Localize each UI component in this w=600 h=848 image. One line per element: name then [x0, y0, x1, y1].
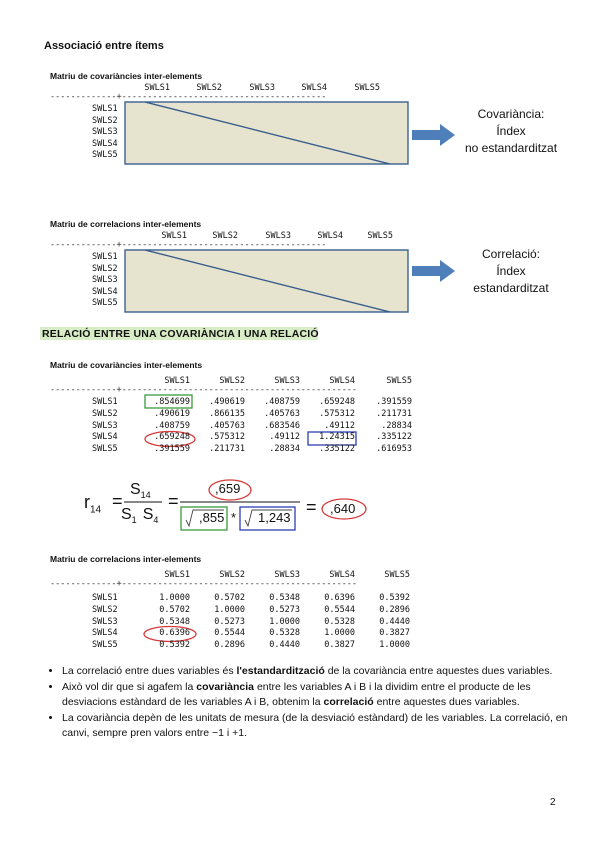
row-label: SWLS5 — [92, 298, 118, 308]
matrix-cell: 0.5392 — [379, 593, 410, 603]
column-header: SWLS2 — [212, 231, 238, 241]
column-header: SWLS1 — [144, 83, 170, 93]
column-header: SWLS1 — [164, 570, 190, 580]
matrix-cell: 0.6396 — [159, 628, 190, 639]
row-label: SWLS1 — [92, 593, 118, 603]
header-separator: -------------+---------------------------------------------- — [50, 579, 358, 589]
matrix-cell: 0.5273 — [214, 616, 245, 627]
column-header: SWLS5 — [354, 83, 380, 93]
column-header: SWLS4 — [329, 570, 355, 580]
header-separator: -------------+---------------------------------------- — [50, 240, 327, 250]
matrix-cell: .335122 — [376, 432, 412, 443]
corr-label-line2: Índex — [496, 264, 526, 278]
row-label: SWLS4 — [92, 138, 118, 149]
bullet-item-3: • La covariància depèn de les unitats de mesura (de la desviació estàndard) de les variables. La correlació, en canvi, sempre pren valors entre −1 i +1. — [62, 711, 582, 741]
matrix-cell: 1.24315 — [319, 432, 355, 443]
row-label: SWLS3 — [92, 616, 118, 627]
bullet-item-1: • La correlació entre dues variables és l'estandardització de la covariància entre aquestes dues variables. — [62, 664, 582, 679]
matrix-cell: 0.5348 — [269, 593, 300, 603]
matrix-cell: 0.5392 — [159, 640, 190, 651]
row-label: SWLS5 — [92, 150, 118, 160]
header-separator: -------------+---------------------------------------- — [50, 92, 327, 102]
column-header: SWLS5 — [384, 570, 410, 580]
matrix-cell: .49112 — [324, 420, 355, 431]
formula-times: * — [231, 510, 237, 525]
column-header: SWLS3 — [249, 83, 275, 93]
matrix-cell: .575312 — [209, 432, 245, 443]
matrix-cell: 0.6396 — [324, 593, 355, 603]
matrix-cell: 1.0000 — [324, 628, 355, 639]
cov-label-line3: no estandarditzat — [464, 141, 558, 155]
matrix-cell: .211731 — [209, 444, 245, 455]
formula-den-value2: 1,243 — [258, 510, 291, 525]
column-header: SWLS1 — [164, 376, 190, 386]
matrix-cell: .211731 — [376, 408, 412, 419]
column-header: SWLS5 — [367, 231, 393, 241]
formula-eq2: = — [168, 491, 179, 511]
bullet-item-2: • Això vol dir que si agafem la covariància entre les variables A i B i la dividim entre el producte de les desviacions estàndard de les variables A i B, obtenim la correlació entre aquestes dues variables. — [62, 680, 582, 710]
formula-den-s: $S_1$ $S_4$ — [121, 506, 159, 526]
matrix-cell: 0.5348 — [159, 616, 190, 627]
matrix-cell: .391559 — [376, 397, 412, 407]
column-header: SWLS3 — [274, 570, 300, 580]
matrix-cell: 0.5702 — [214, 593, 245, 603]
matrix-title: Matriu de correlacions inter-elements — [50, 219, 202, 229]
matrix-cell: 0.3827 — [324, 640, 355, 651]
matrix-cell: .335122 — [319, 444, 355, 455]
matrix-cell: .854699 — [154, 397, 190, 407]
row-label: SWLS3 — [92, 127, 118, 137]
cov-label-line1: Covariància: — [477, 107, 545, 121]
section-title: Associació entre ítems — [44, 40, 164, 52]
row-label: SWLS5 — [92, 444, 118, 455]
matrix-cell: 1.0000 — [379, 640, 410, 651]
matrix-cell: 0.4440 — [269, 640, 300, 651]
matrix-cell: .659248 — [319, 397, 355, 407]
corr-label-line3: estandarditzat — [473, 281, 549, 295]
matrix-cell: .659248 — [154, 432, 190, 443]
matrix-title: Matriu de covariàncies inter-elements — [50, 360, 203, 370]
matrix-cell: 0.3827 — [379, 628, 410, 639]
row-label: SWLS4 — [92, 286, 118, 297]
matrix-cell: 0.4440 — [379, 616, 410, 627]
matrix-cell: .28834 — [381, 420, 412, 431]
bullet-list — [42, 664, 582, 742]
row-label: SWLS3 — [92, 275, 118, 285]
matrix-cell: .575312 — [319, 408, 355, 419]
row-label: SWLS1 — [92, 397, 118, 407]
column-header: SWLS5 — [386, 376, 412, 386]
matrix-cell: 0.5273 — [269, 604, 300, 615]
matrix-cell: 0.2896 — [214, 640, 245, 651]
matrix-cell: 1.0000 — [214, 604, 245, 615]
row-label: SWLS2 — [92, 604, 118, 615]
matrix-cell: .408759 — [264, 397, 300, 407]
page-number: 2 — [550, 797, 556, 808]
matrix-cell: .408759 — [154, 420, 190, 431]
matrix-cell: 0.5702 — [159, 604, 190, 615]
matrix-cell: .866135 — [209, 408, 245, 419]
row-label: SWLS4 — [92, 628, 118, 639]
header-separator: -------------+---------------------------------------------- — [50, 385, 358, 395]
column-header: SWLS2 — [196, 83, 222, 93]
row-label: SWLS3 — [92, 420, 118, 431]
column-header: SWLS4 — [329, 376, 355, 386]
cov-side-label — [446, 106, 576, 157]
relation-heading: RELACIÓ ENTRE UNA COVARIÀNCIA I UNA RELACIÓ — [42, 328, 319, 340]
corr-label-line1: Correlació: — [481, 247, 541, 261]
column-header: SWLS3 — [265, 231, 291, 241]
matrix-cell: .405763 — [209, 420, 245, 431]
matrix-cell: .49112 — [269, 432, 300, 443]
row-label: SWLS2 — [92, 408, 118, 419]
matrix-cell: .490619 — [154, 408, 190, 419]
formula-eq1: = — [112, 491, 123, 511]
matrix-cell: 1.0000 — [269, 616, 300, 627]
matrix-cell: 0.2896 — [379, 604, 410, 615]
row-label: SWLS4 — [92, 432, 118, 443]
column-header: SWLS1 — [161, 231, 187, 241]
matrix-title: Matriu de covariàncies inter-elements — [50, 71, 203, 81]
matrix-cell: .616953 — [376, 444, 412, 455]
formula-den-value1: ,855 — [199, 510, 225, 525]
formula-num-s: $S_{14}$ — [130, 481, 151, 501]
matrix-cell: .28834 — [269, 444, 300, 455]
matrix-title: Matriu de correlacions inter-elements — [50, 554, 202, 564]
column-header: SWLS4 — [301, 83, 327, 93]
matrix-cell: 0.5544 — [214, 628, 245, 639]
matrix-cell: 1.0000 — [159, 593, 190, 603]
formula-result: ,640 — [330, 501, 356, 516]
matrix-cell: .391559 — [154, 444, 190, 455]
matrix-cell: .490619 — [209, 397, 245, 407]
column-header: SWLS4 — [317, 231, 343, 241]
formula-eq3: = — [306, 497, 317, 517]
matrix-cell: .683546 — [264, 420, 300, 431]
row-label: SWLS5 — [92, 640, 118, 651]
matrix-cell: 0.5544 — [324, 604, 355, 615]
formula-r: $r_{14}$ — [84, 492, 102, 516]
column-header: SWLS3 — [274, 376, 300, 386]
row-label: SWLS2 — [92, 115, 118, 126]
row-label: SWLS1 — [92, 104, 118, 114]
matrix-cell: 0.5328 — [324, 616, 355, 627]
column-header: SWLS2 — [219, 376, 245, 386]
corr-side-label — [446, 246, 576, 297]
column-header: SWLS2 — [219, 570, 245, 580]
cov-label-line2: Índex — [496, 124, 526, 138]
matrix-cell: .405763 — [264, 408, 300, 419]
row-label: SWLS2 — [92, 263, 118, 274]
formula-num-value: ,659 — [215, 481, 241, 496]
matrix-cell: 0.5328 — [269, 628, 300, 639]
row-label: SWLS1 — [92, 252, 118, 262]
